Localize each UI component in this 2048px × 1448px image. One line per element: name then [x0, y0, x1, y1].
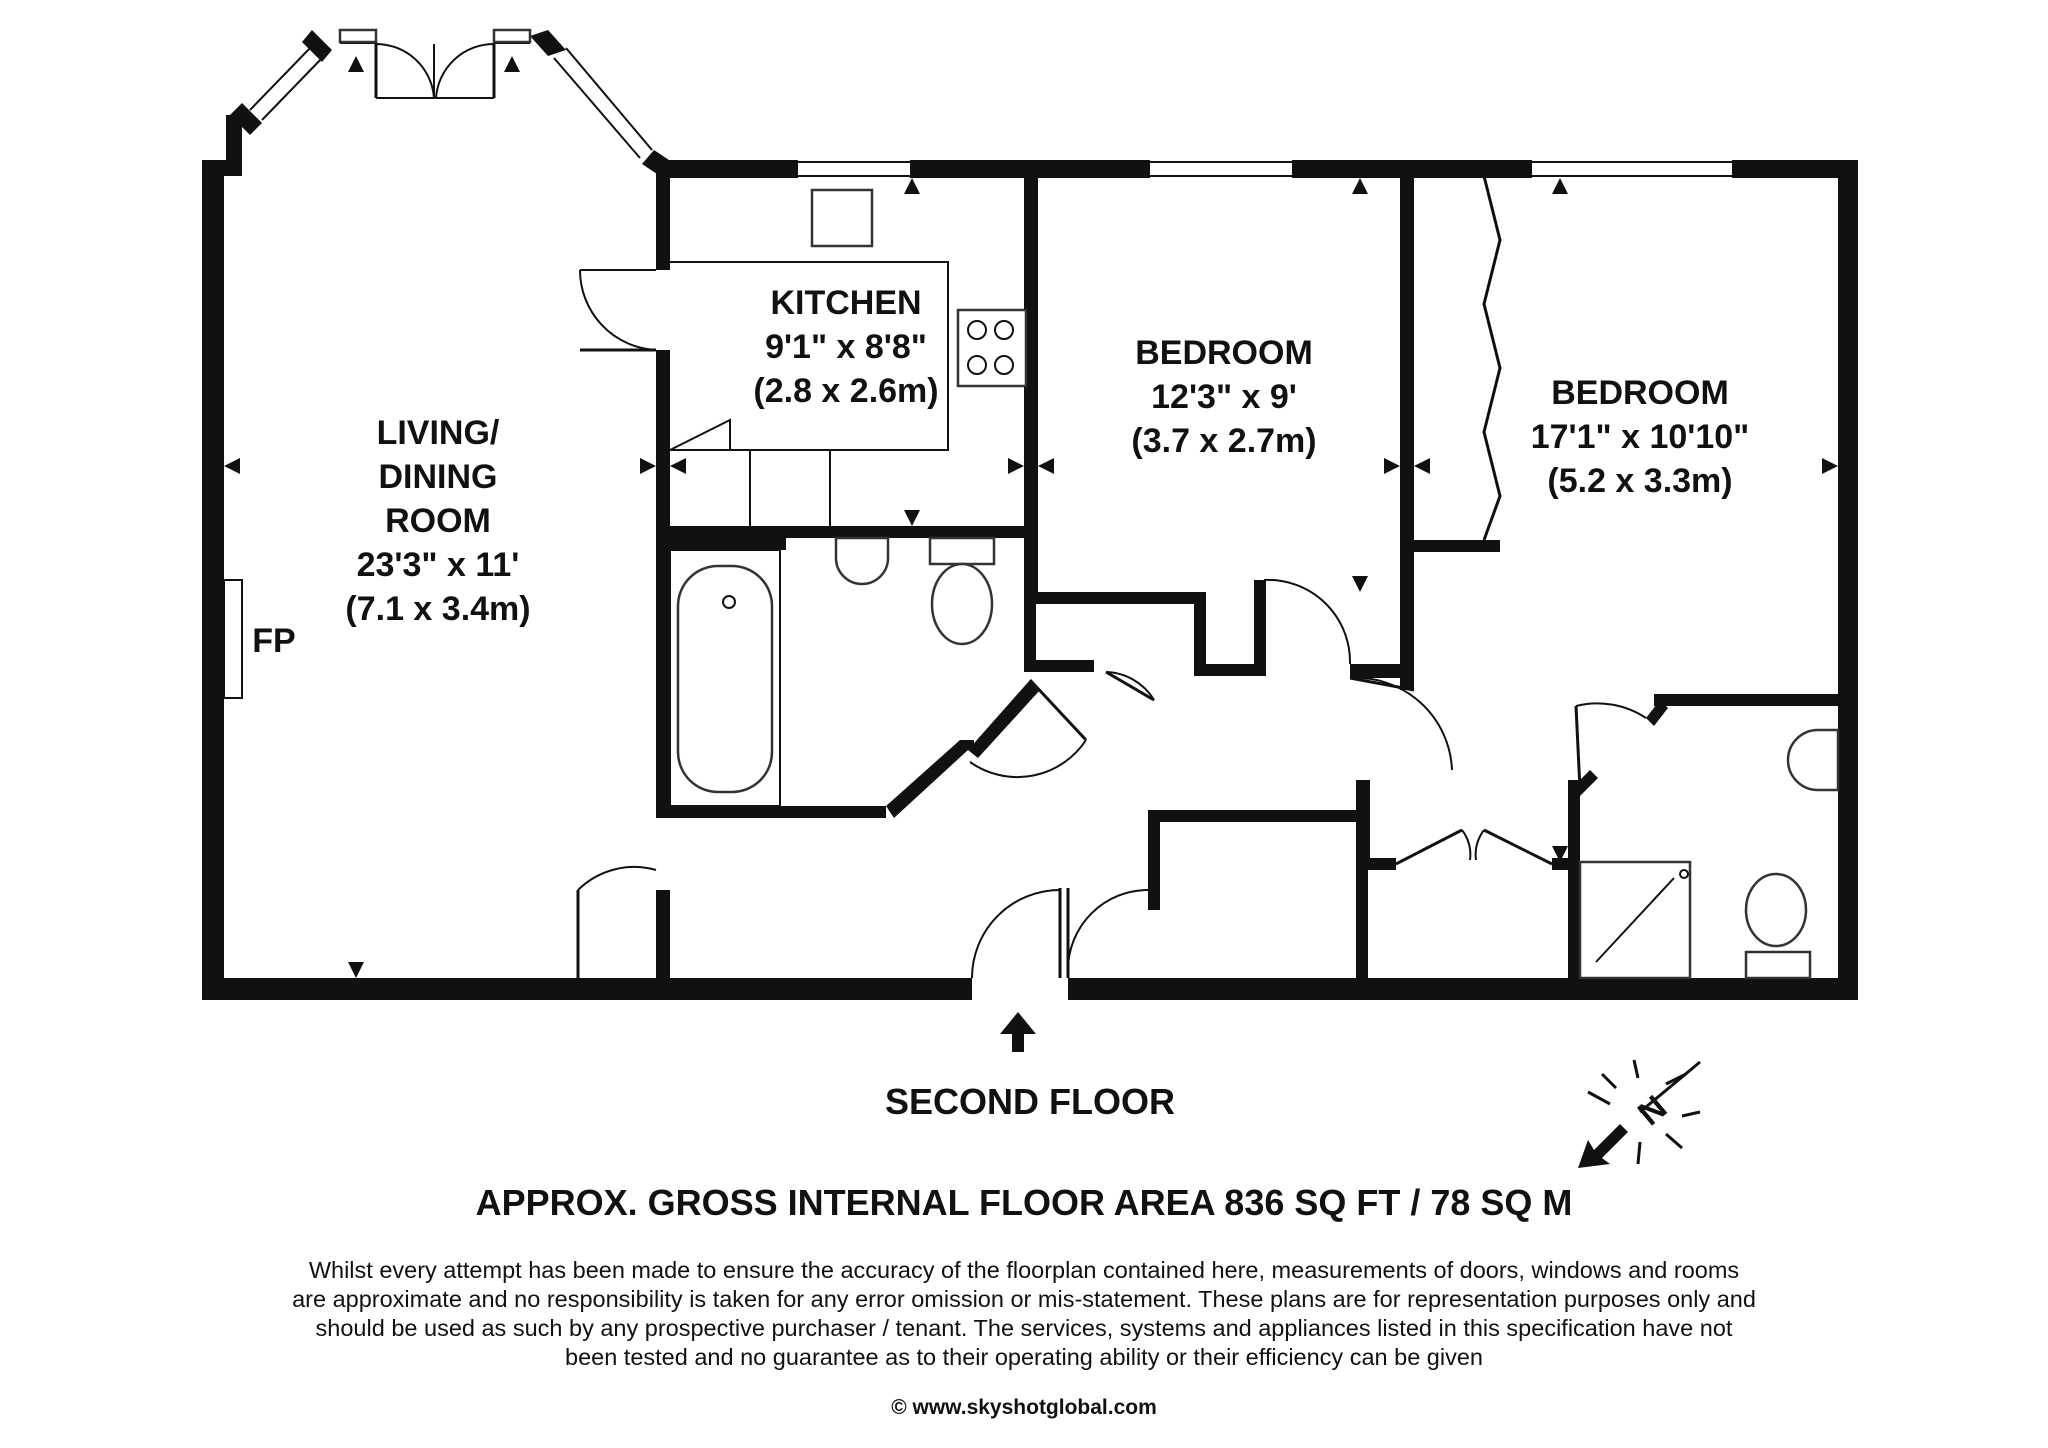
bedroom-1-label [1131, 334, 1316, 460]
fireplace [224, 580, 242, 698]
bedroom-2-label [1531, 374, 1750, 500]
svg-text:17'1" x 10'10": 17'1" x 10'10" [1530, 418, 1750, 456]
wardrobe-bifold [1484, 176, 1500, 540]
svg-text:12'3" x 9': 12'3" x 9' [1151, 378, 1297, 416]
living-room-label [345, 414, 530, 628]
copyright-text: © www.skyshotglobal.com [891, 1396, 1157, 1419]
fireplace-label: FP [252, 622, 296, 660]
svg-text:(7.1 x 3.4m): (7.1 x 3.4m) [345, 590, 531, 628]
floor-label: SECOND FLOOR [884, 1081, 1176, 1122]
kitchen-label [753, 284, 938, 410]
svg-text:(3.7 x 2.7m): (3.7 x 2.7m) [1131, 422, 1317, 460]
entrance-arrow-icon [1000, 1012, 1036, 1052]
svg-text:(5.2 x 3.3m): (5.2 x 3.3m) [1547, 462, 1733, 500]
svg-text:ROOM: ROOM [385, 502, 491, 540]
svg-text:DINING: DINING [378, 458, 498, 496]
floor-area-text: APPROX. GROSS INTERNAL FLOOR AREA 836 SQ FT / 78 SQ M [475, 1182, 1573, 1223]
windows [250, 30, 1732, 176]
svg-text:(2.8 x 2.6m): (2.8 x 2.6m) [753, 372, 939, 410]
disclaimer-text: Whilst every attempt has been made to ensure the accuracy of the floorplan contained here, measurements of doors, windows and rooms are approximate and no responsibility is taken for any error omission or mis-statement. These plans are for representation purposes only and should be used as such by any prospective purchaser / tenant. The services, systems and appliances listed in this specification have not been tested and no guarantee as to their operating ability or their efficiency can be given [292, 1257, 1756, 1370]
compass-label: N [1631, 1088, 1675, 1134]
svg-text:9'1" x 8'8": 9'1" x 8'8" [765, 328, 927, 366]
svg-text:BEDROOM: BEDROOM [1135, 334, 1313, 372]
ensuite-fixtures [1580, 730, 1838, 978]
svg-text:BEDROOM: BEDROOM [1551, 374, 1729, 412]
french-doors [376, 44, 494, 98]
svg-text:LIVING/: LIVING/ [376, 414, 500, 452]
svg-text:23'3" x 11': 23'3" x 11' [356, 546, 520, 584]
svg-text:KITCHEN: KITCHEN [770, 284, 922, 322]
